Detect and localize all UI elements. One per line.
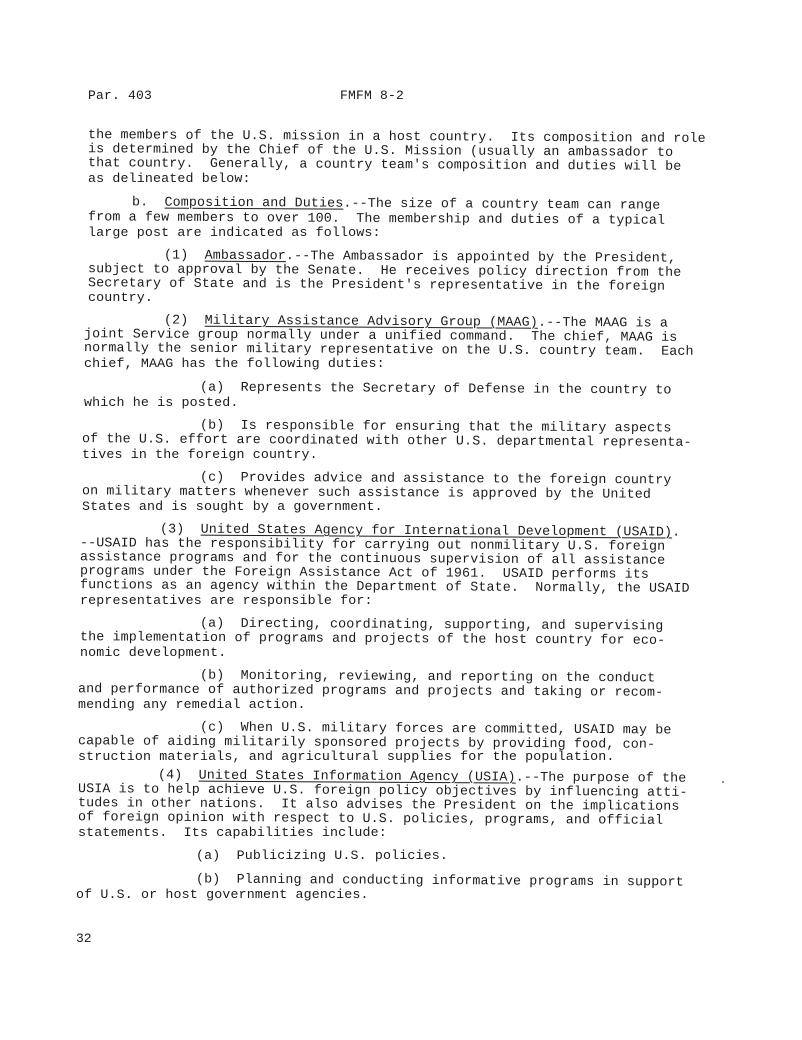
usia-line-5: statements. Its capabilities include:	[78, 825, 387, 840]
usaid-duty-c-line-2: capable of aiding militarily sponsored projects by providing food, con-	[77, 733, 656, 752]
intro-line-3: that country. Generally, a country team's composition and duties will be	[87, 155, 682, 174]
intro-line-2: is determined by the Chief of the U.S. Mission (usually an ambassador to	[87, 141, 674, 160]
usaid-duty-b-line-3: mending any remedial action.	[78, 697, 306, 712]
maag-line-2: joint Service group normally under a unified command. The chief, MAAG is	[83, 326, 678, 345]
ambassador-line-3: Secretary of State and is the President's representative in the foreign	[87, 275, 666, 294]
heading-usaid: United States Agency for International Development (USAID)	[200, 521, 673, 540]
heading-usia: United States Information Agency (USIA)	[198, 767, 516, 785]
maag-duty-b-line-2: of the U.S. effort are coordinated with other U.S. departmental representa-	[81, 431, 692, 450]
usia-line-4: of foreign opinion with respect to U.S. policies, programs, and official	[77, 809, 664, 828]
ambassador-line-2: subject to approval by the Senate. He receives policy direction from the	[87, 261, 682, 280]
paragraph-marker-b: b.	[131, 194, 165, 210]
maag-duty-a-line-2: which he is posted.	[84, 395, 239, 410]
usaid-line-3: assistance programs and for the continuous supervision of all assistance	[79, 549, 666, 568]
ambassador-line-4: country.	[88, 290, 154, 305]
usaid-line-6: representatives are responsible for:	[80, 593, 373, 608]
usaid-duty-b-line-1: (b) Monitoring, reviewing, and reporting on the conduct	[199, 667, 656, 686]
usia-capability-b-line-1: (b) Planning and conducting informative programs in support	[195, 871, 684, 890]
maag-duty-c-line-1: (c) Provides advice and assistance to the foreign country	[199, 469, 672, 488]
composition-line-2: from a few members to over 100. The membership and duties of a typical	[87, 209, 666, 228]
usia-line-3: tudes in other nations. It also advises the President on the implications	[77, 795, 680, 814]
usaid-line-4: programs under the Foreign Assistance Act of 1961. USAID performs its	[79, 563, 650, 582]
usaid-duty-c-line-1: (c) When U.S. military forces are committed, USAID may be	[199, 719, 672, 738]
paragraph-marker-1: (1)	[163, 247, 205, 263]
usaid-line-5: functions as an agency within the Department of State. Normally, the USAID	[79, 577, 690, 596]
usaid-duty-a-line-2: the implementation of programs and projects of the host country for eco-	[79, 629, 666, 648]
usia-capability-a: (a) Publicizing U.S. policies.	[196, 848, 449, 863]
usaid-line-2: --USAID has the responsibility for carrying out nonmilitary U.S. foreign	[79, 535, 666, 554]
heading-composition-and-duties: Composition and Duties	[164, 194, 344, 211]
composition-line-1-rest: .--The size of a country team can range	[343, 195, 661, 213]
usia-line-1-rest: .--The purpose of the	[515, 769, 687, 786]
usaid-duty-a-line-3: nomic development.	[80, 645, 227, 660]
maag-duty-c-line-3: States and is sought by a government.	[82, 499, 383, 514]
paragraph-reference: Par. 403	[88, 88, 153, 103]
paragraph-marker-3: (3)	[159, 521, 201, 537]
heading-maag: Military Assistance Advisory Group (MAAG)	[204, 312, 539, 330]
maag-line-3: normally the senior military representative on the U.S. country team. Each	[83, 340, 694, 359]
maag-duty-b-line-1: (b) Is responsible for ensuring that the military aspects	[199, 417, 672, 436]
ambassador-line-1-rest: .--The Ambassador is appointed by the President,	[285, 248, 677, 266]
intro-line-4: as delineated below:	[88, 171, 251, 186]
composition-line-3: large post are indicated as follows:	[88, 225, 381, 240]
heading-ambassador: Ambassador	[204, 247, 287, 264]
usia-capability-b-line-2: of U.S. or host government agencies.	[76, 887, 369, 902]
maag-duty-c-line-2: on military matters whenever such assistance is approved by the United	[81, 483, 652, 502]
scan-speck	[722, 781, 724, 783]
maag-duty-b-line-3: tives in the foreign country.	[82, 447, 318, 462]
page-number: 32	[76, 931, 92, 946]
maag-duty-a-line-1: (a) Represents the Secretary of Defense in the country to	[199, 379, 672, 398]
paragraph-marker-2: (2)	[163, 312, 205, 328]
paragraph-marker-4: (4)	[157, 767, 199, 783]
usia-line-2: USIA is to help achieve U.S. foreign policy objectives by influencing atti-	[77, 781, 688, 800]
usaid-line-1-rest: .	[672, 524, 681, 540]
manual-designation: FMFM 8-2	[340, 88, 405, 103]
maag-line-1-rest: .--The MAAG is a	[537, 314, 669, 331]
usaid-duty-b-line-2: and performance of authorized programs and projects and taking or recom-	[77, 681, 664, 700]
intro-line-1: the members of the U.S. mission in a host country. Its composition and role	[87, 127, 706, 146]
usaid-duty-c-line-3: struction materials, and agricultural supplies for the population.	[78, 749, 615, 764]
usaid-duty-a-line-1: (a) Directing, coordinating, supporting, and supervising	[199, 615, 664, 634]
maag-line-4: chief, MAAG has the following duties:	[84, 356, 385, 371]
